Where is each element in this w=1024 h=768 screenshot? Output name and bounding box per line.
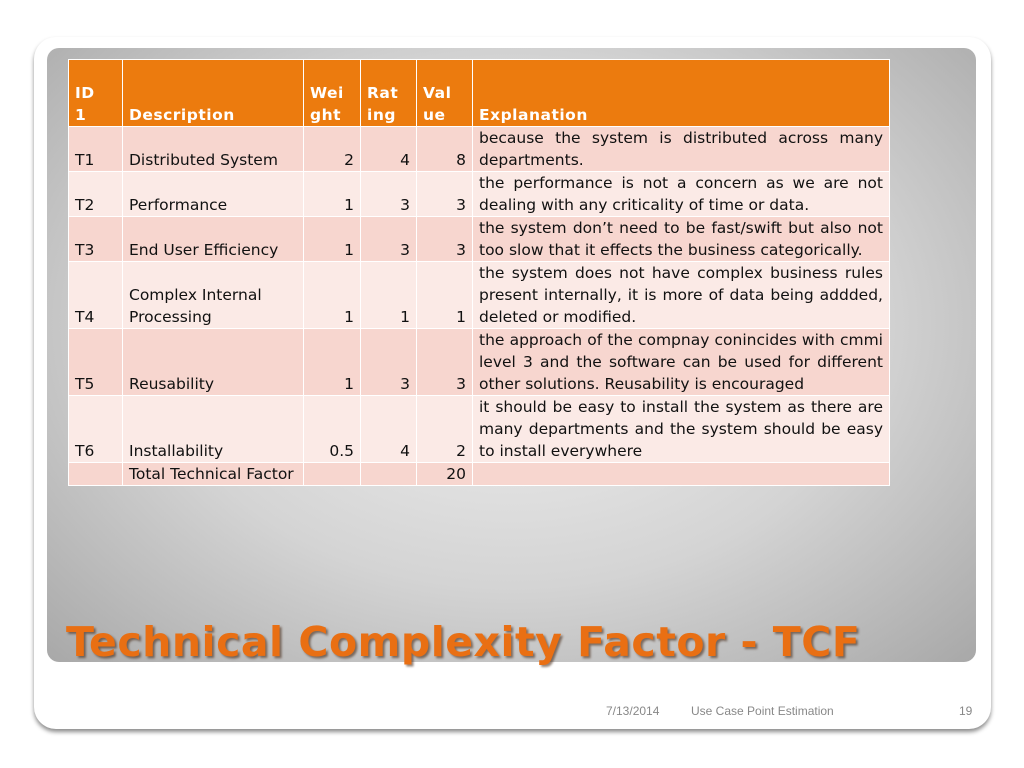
header-rating: Rat ing [361,60,417,127]
cell-explanation: the performance is not a concern as we are not dealing with any criticality of time or data. [473,172,890,217]
footer-date: 7/13/2014 [606,704,660,718]
header-explanation: Explanation [473,60,890,127]
header-weight: Wei ght [304,60,361,127]
cell-rating [361,463,417,486]
table-row [69,172,890,217]
table-header-row [69,60,890,127]
cell-rating: 3 [361,217,417,262]
cell-rating: 3 [361,172,417,217]
cell-weight: 0.5 [304,396,361,463]
cell-value: 3 [417,172,473,217]
cell-description: Reusability [123,329,304,396]
header-description: Description [123,60,304,127]
cell-description: Installability [123,396,304,463]
cell-value: 1 [417,262,473,329]
cell-weight: 1 [304,329,361,396]
cell-rating: 1 [361,262,417,329]
cell-rating: 4 [361,127,417,172]
cell-id: T5 [69,329,123,396]
cell-weight: 1 [304,262,361,329]
table-row [69,396,890,463]
cell-description: Distributed System [123,127,304,172]
cell-explanation [473,463,890,486]
tcf-table [68,59,890,486]
cell-explanation: because the system is distributed across many departments. [473,127,890,172]
header-value: Val ue [417,60,473,127]
cell-rating: 3 [361,329,417,396]
table-row [69,262,890,329]
cell-description: Total Technical Factor [123,463,304,486]
cell-description: End User Efficiency [123,217,304,262]
cell-weight [304,463,361,486]
cell-explanation: the approach of the compnay conincides with cmmi level 3 and the software can be used for different other solutions. Reusability is encouraged [473,329,890,396]
cell-explanation: the system don’t need to be fast/swift but also not too slow that it effects the business categorically. [473,217,890,262]
cell-id [69,463,123,486]
cell-value: 3 [417,329,473,396]
cell-id: T4 [69,262,123,329]
table-row [69,127,890,172]
cell-weight: 1 [304,172,361,217]
cell-explanation: it should be easy to install the system as there are many departments and the system should be easy to install everywhere [473,396,890,463]
cell-description: Complex Internal Processing [123,262,304,329]
cell-id: T3 [69,217,123,262]
cell-id: T6 [69,396,123,463]
cell-value: 3 [417,217,473,262]
cell-id: T2 [69,172,123,217]
cell-explanation: the system does not have complex business rules present internally, it is more of data being addded, deleted or modified. [473,262,890,329]
cell-weight: 1 [304,217,361,262]
cell-value: 8 [417,127,473,172]
cell-weight: 2 [304,127,361,172]
footer-page-number: 19 [959,704,973,718]
cell-description: Performance [123,172,304,217]
cell-rating: 4 [361,396,417,463]
table-row [69,329,890,396]
cell-id: T1 [69,127,123,172]
cell-value: 2 [417,396,473,463]
table-row [69,217,890,262]
table-row-total [69,463,890,486]
cell-value: 20 [417,463,473,486]
slide-title: Technical Complexity Factor - TCF [66,618,861,666]
footer-presentation-title: Use Case Point Estimation [691,704,834,718]
header-id: ID 1 [69,60,123,127]
